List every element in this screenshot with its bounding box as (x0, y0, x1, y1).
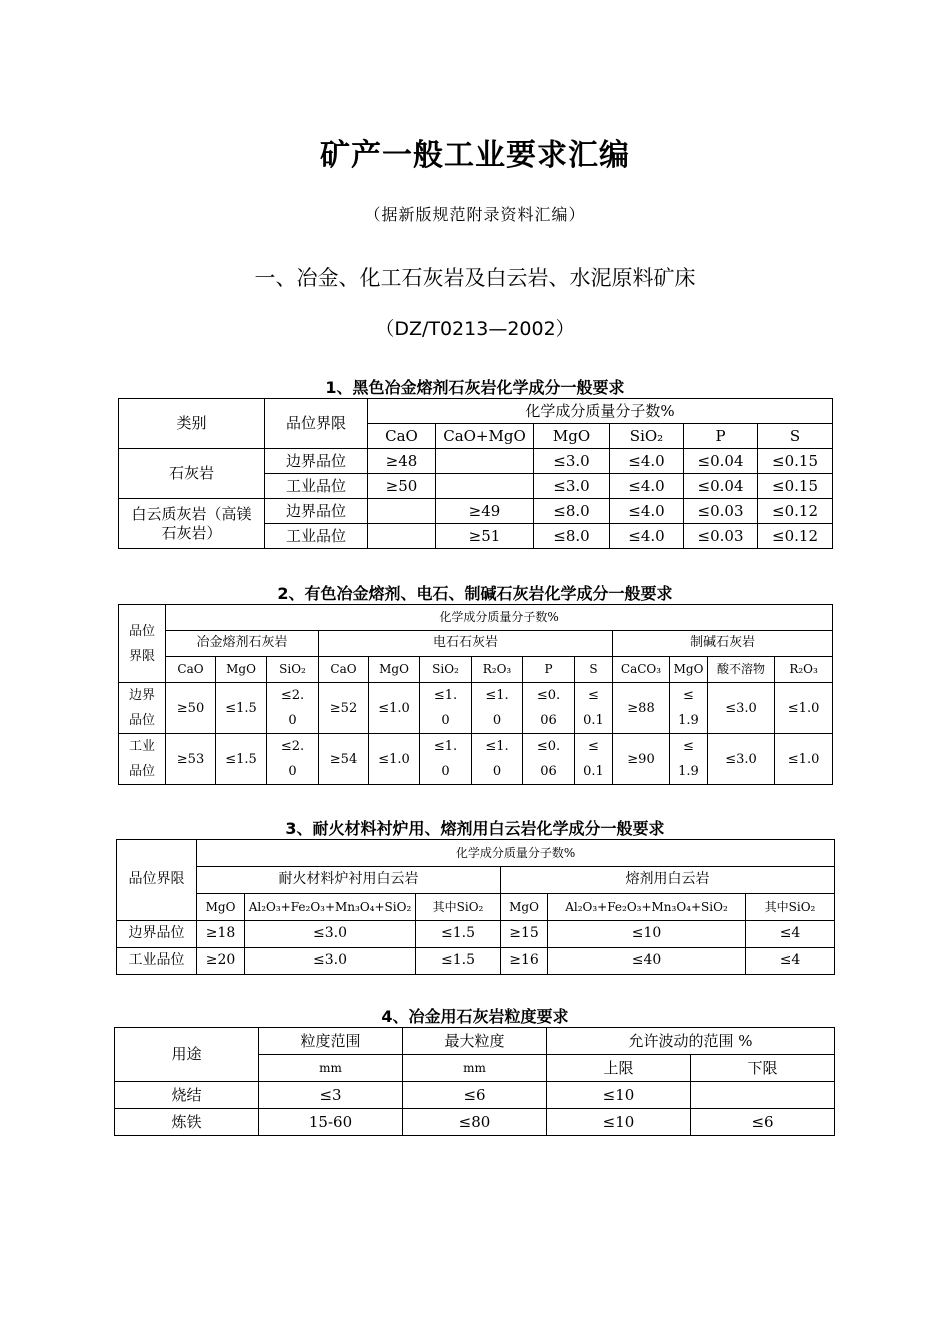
table-cell: ≤1.5 (416, 948, 501, 975)
col-header: CaO (166, 657, 216, 683)
table3-caption: 3、耐火材料衬炉用、熔剂用白云岩化学成分一般要求 (285, 819, 665, 838)
header-grade-limit: 品位界限 (119, 605, 166, 683)
table4-granularity (114, 1027, 835, 1136)
table-cell: ≥50 (166, 683, 216, 734)
col-header: MgO (501, 894, 548, 921)
col-header: Al₂O₃+Fe₂O₃+Mn₃O₄+SiO₂ (548, 894, 746, 921)
table-cell: ≤1.0 (775, 734, 833, 785)
col-header: R₂O₃ (472, 657, 523, 683)
row-grade: 工业品位 (265, 474, 368, 499)
table-cell: ≤4.0 (610, 474, 684, 499)
table-cell: ≤0.15 (758, 474, 833, 499)
table-cell: ≤6 (403, 1082, 547, 1109)
table-cell: ≥20 (197, 948, 245, 975)
col-header: S (758, 424, 833, 449)
table-cell: ≤1.5 (216, 683, 267, 734)
col-header: MgO (369, 657, 420, 683)
col-header: 其中SiO₂ (746, 894, 835, 921)
table-cell: ≤0.15 (758, 449, 833, 474)
col-header: S (575, 657, 613, 683)
col-header: P (684, 424, 758, 449)
table-cell: ≤4.0 (610, 449, 684, 474)
table-cell: ≤10 (547, 1082, 691, 1109)
table-row (119, 449, 833, 474)
row-grade: 工业品位 (265, 524, 368, 549)
table-cell: ≥50 (368, 474, 436, 499)
table-cell: ≥49 (436, 499, 534, 524)
table-cell: ≥18 (197, 921, 245, 948)
col-header: SiO₂ (267, 657, 319, 683)
table-cell: ≤4 (746, 921, 835, 948)
header-allowed-fluctuation: 允许波动的范围 % (547, 1028, 835, 1055)
table-cell: ≥88 (613, 683, 670, 734)
table-cell: ≥52 (319, 683, 369, 734)
group-header: 耐火材料炉衬用白云岩 (197, 867, 501, 894)
table-cell: ≤0.12 (758, 499, 833, 524)
table-cell: ≤0.03 (684, 524, 758, 549)
col-header: CaO+MgO (436, 424, 534, 449)
header-upper-limit: 上限 (547, 1055, 691, 1082)
col-header: SiO₂ (420, 657, 472, 683)
row-grade: 边界品位 (265, 499, 368, 524)
table2-nonferrous-carbide-alkali (118, 604, 833, 785)
unit-label: mm (259, 1055, 403, 1082)
table-cell: ≤8.0 (534, 499, 610, 524)
table-cell: ≤40 (548, 948, 746, 975)
col-header: MgO (670, 657, 708, 683)
table-row (117, 921, 835, 948)
table-row (119, 683, 833, 734)
table-cell: ≤0.04 (684, 449, 758, 474)
table-cell (691, 1082, 835, 1109)
table-cell: ≤0.1 (575, 734, 613, 785)
col-header: MgO (216, 657, 267, 683)
col-header: Al₂O₃+Fe₂O₃+Mn₃O₄+SiO₂ (245, 894, 416, 921)
table-cell: ≤3.0 (245, 921, 416, 948)
table-cell: ≤2.0 (267, 683, 319, 734)
header-use: 用途 (115, 1028, 259, 1082)
header-lower-limit: 下限 (691, 1055, 835, 1082)
table4-caption: 4、冶金用石灰岩粒度要求 (381, 1007, 569, 1026)
col-header: MgO (534, 424, 610, 449)
table-cell: ≤4.0 (610, 524, 684, 549)
table-cell: ≤0.12 (758, 524, 833, 549)
document-title: 矿产一般工业要求汇编 (320, 138, 630, 173)
table-cell: ≤10 (547, 1109, 691, 1136)
header-grade-limit: 品位界限 (265, 399, 368, 449)
row-grade: 边界品位 (119, 683, 166, 734)
table-row (117, 948, 835, 975)
table-cell: ≤6 (691, 1109, 835, 1136)
table-cell: ≤3.0 (534, 474, 610, 499)
table-cell: ≤0.06 (523, 734, 575, 785)
row-grade: 工业品位 (119, 734, 166, 785)
col-header: R₂O₃ (775, 657, 833, 683)
header-category: 类别 (119, 399, 265, 449)
table-cell: ≥48 (368, 449, 436, 474)
table-cell: ≤1.9 (670, 734, 708, 785)
table-cell: ≤0.04 (684, 474, 758, 499)
group-header: 制碱石灰岩 (613, 631, 833, 657)
row-category: 白云质灰岩（高镁石灰岩） (119, 499, 265, 549)
col-header: SiO₂ (610, 424, 684, 449)
table-cell: ≤3 (259, 1082, 403, 1109)
table-cell: ≤3.0 (245, 948, 416, 975)
table-cell: ≤4.0 (610, 499, 684, 524)
table-row (115, 1082, 835, 1109)
header-size-range: 粒度范围 (259, 1028, 403, 1055)
col-header: CaO (368, 424, 436, 449)
table-cell: ≤1.0 (472, 734, 523, 785)
table-cell: ≥16 (501, 948, 548, 975)
table-cell: ≤0.03 (684, 499, 758, 524)
table-cell: ≥54 (319, 734, 369, 785)
table-cell: ≤1.0 (420, 683, 472, 734)
table-cell: ≤1.0 (775, 683, 833, 734)
col-header: P (523, 657, 575, 683)
unit-label: mm (403, 1055, 547, 1082)
table-cell: 15-60 (259, 1109, 403, 1136)
table-cell: ≥53 (166, 734, 216, 785)
table-row (115, 1109, 835, 1136)
group-header: 熔剂用白云岩 (501, 867, 835, 894)
table-cell: ≤1.5 (216, 734, 267, 785)
header-chemical-composition: 化学成分质量分子数% (166, 605, 833, 631)
table-row (119, 499, 833, 524)
row-use: 烧结 (115, 1082, 259, 1109)
table-cell (436, 474, 534, 499)
section-heading: 一、冶金、化工石灰岩及白云岩、水泥原料矿床 (254, 266, 696, 290)
table-cell (368, 524, 436, 549)
table1-caption: 1、黑色冶金熔剂石灰岩化学成分一般要求 (325, 378, 625, 397)
table-cell: ≤80 (403, 1109, 547, 1136)
table-cell: ≤2.0 (267, 734, 319, 785)
table-cell: ≤1.0 (472, 683, 523, 734)
header-grade-limit: 品位界限 (117, 840, 197, 921)
table-cell: ≤0.06 (523, 683, 575, 734)
col-header: CaCO₃ (613, 657, 670, 683)
table2-caption: 2、有色冶金熔剂、电石、制碱石灰岩化学成分一般要求 (277, 584, 673, 603)
table3-dolomite (116, 839, 835, 975)
table-cell: ≤1.0 (369, 734, 420, 785)
table-row (119, 734, 833, 785)
table-cell: ≤1.5 (416, 921, 501, 948)
header-chemical-composition: 化学成分质量分子数% (368, 399, 833, 424)
standard-code: （DZ/T0213—2002） (375, 318, 575, 340)
table-cell: ≥51 (436, 524, 534, 549)
col-header: 酸不溶物 (708, 657, 775, 683)
table-cell: ≤3.0 (534, 449, 610, 474)
col-header: MgO (197, 894, 245, 921)
table-cell: ≤10 (548, 921, 746, 948)
row-grade: 边界品位 (265, 449, 368, 474)
table-cell: ≥15 (501, 921, 548, 948)
row-grade: 工业品位 (117, 948, 197, 975)
table-cell: ≤1.0 (369, 683, 420, 734)
row-grade: 边界品位 (117, 921, 197, 948)
group-header: 冶金熔剂石灰岩 (166, 631, 319, 657)
col-header: CaO (319, 657, 369, 683)
row-category: 石灰岩 (119, 449, 265, 499)
table-cell: ≤3.0 (708, 683, 775, 734)
header-chemical-composition: 化学成分质量分子数% (197, 840, 835, 867)
table-cell (436, 449, 534, 474)
table-cell: ≤1.9 (670, 683, 708, 734)
col-header: 其中SiO₂ (416, 894, 501, 921)
table-cell: ≤8.0 (534, 524, 610, 549)
group-header: 电石石灰岩 (319, 631, 613, 657)
header-max-size: 最大粒度 (403, 1028, 547, 1055)
table-cell: ≤3.0 (708, 734, 775, 785)
table-cell (368, 499, 436, 524)
row-use: 炼铁 (115, 1109, 259, 1136)
table-cell: ≤4 (746, 948, 835, 975)
table-cell: ≤0.1 (575, 683, 613, 734)
table-cell: ≤1.0 (420, 734, 472, 785)
table-cell: ≥90 (613, 734, 670, 785)
table1-flux-limestone (118, 398, 833, 549)
document-subtitle: （据新版规范附录资料汇编） (364, 205, 586, 224)
